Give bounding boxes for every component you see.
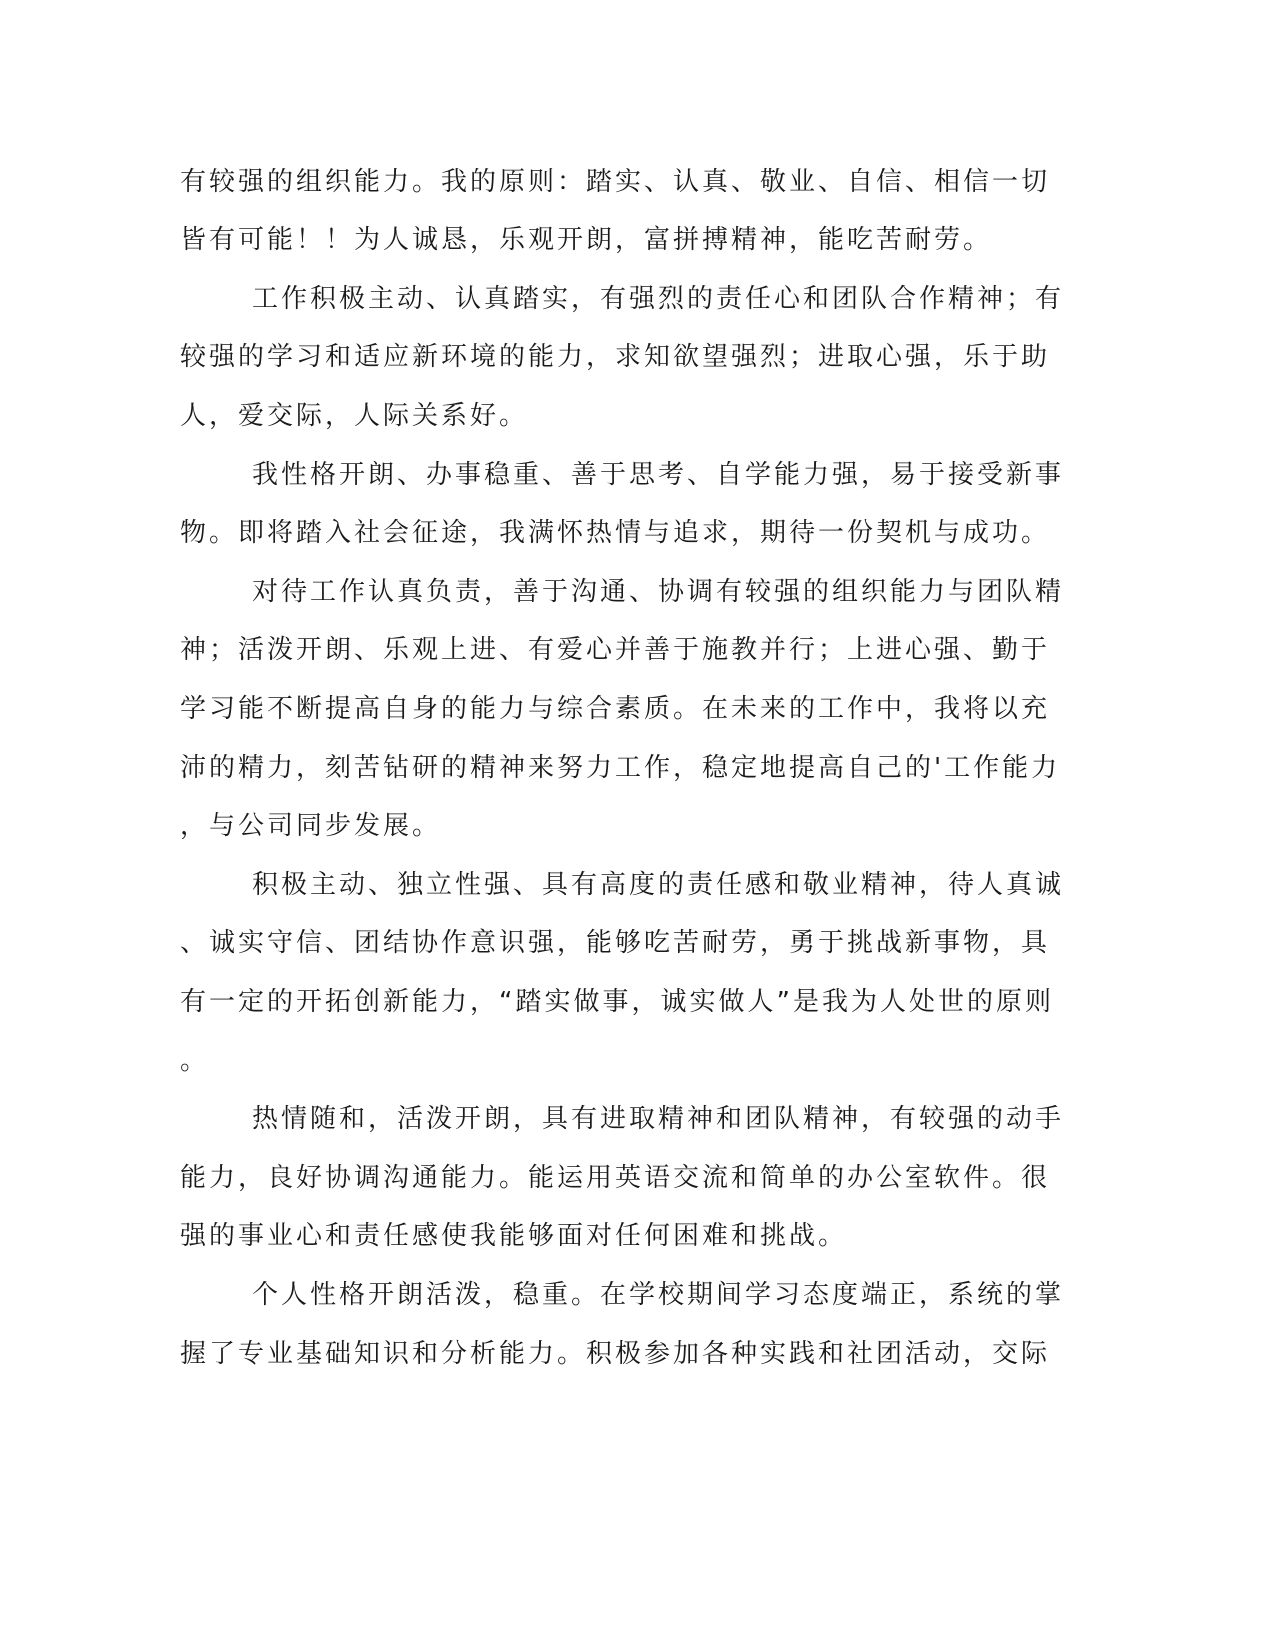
text-line: 能力，良好协调沟通能力。能运用英语交流和简单的办公室软件。很 (180, 1163, 1051, 1193)
paragraph-first-line: 热情随和，活泼开朗，具有进取精神和团队精神，有较强的动手 (252, 1104, 1065, 1134)
text-line: 强的事业心和责任感使我能够面对任何困难和挑战。 (180, 1221, 848, 1251)
paragraph-first-line: 工作积极主动、认真踏实，有强烈的责任心和团队合作精神；有 (252, 284, 1065, 314)
text-line: 有较强的组织能力。我的原则：踏实、认真、敬业、自信、相信一切 (180, 167, 1051, 197)
text-line: 人，爱交际，人际关系好。 (180, 401, 529, 431)
text-line: 神；活泼开朗、乐观上进、有爱心并善于施教并行；上进心强、勤于 (180, 635, 1051, 665)
text-line: 。 (180, 1046, 210, 1076)
text-line: 皆有可能！！为人诚恳，乐观开朗，富拼搏精神，能吃苦耐劳。 (180, 225, 993, 255)
paragraph-first-line: 我性格开朗、办事稳重、善于思考、自学能力强，易于接受新事 (252, 460, 1065, 490)
text-line: 物。即将踏入社会征途，我满怀热情与追求，期待一份契机与成功。 (180, 518, 1051, 548)
text-line: 学习能不断提高自身的能力与综合素质。在未来的工作中，我将以充 (180, 694, 1051, 724)
text-line: 沛的精力，刻苦钻研的精神来努力工作，稳定地提高自己的'工作能力 (180, 753, 1061, 783)
text-line: 握了专业基础知识和分析能力。积极参加各种实践和社团活动，交际 (180, 1339, 1051, 1369)
text-line: 较强的学习和适应新环境的能力，求知欲望强烈；进取心强，乐于助 (180, 342, 1051, 372)
paragraph-first-line: 对待工作认真负责，善于沟通、协调有较强的组织能力与团队精 (252, 577, 1065, 607)
text-line: 、诚实守信、团结协作意识强，能够吃苦耐劳，勇于挑战新事物，具 (180, 928, 1051, 958)
text-line: ，与公司同步发展。 (180, 811, 442, 841)
text-line: 有一定的开拓创新能力，“踏实做事，诚实做人”是我为人处世的原则 (180, 987, 1054, 1017)
paragraph-first-line: 个人性格开朗活泼，稳重。在学校期间学习态度端正，系统的掌 (252, 1280, 1065, 1310)
paragraph-first-line: 积极主动、独立性强、具有高度的责任感和敬业精神，待人真诚 (252, 870, 1065, 900)
